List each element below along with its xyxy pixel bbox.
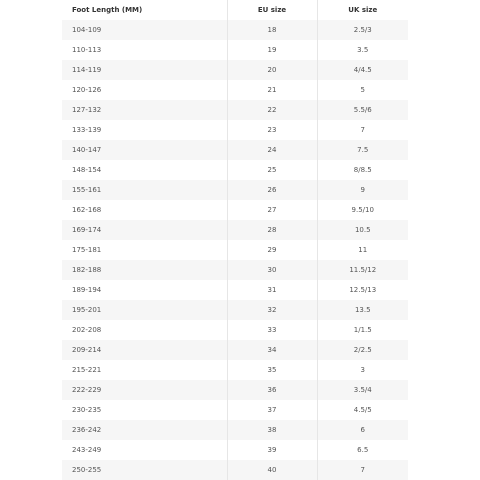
eu-size-cell: 23 <box>227 120 317 140</box>
eu-size-cell: 25 <box>227 160 317 180</box>
eu-size-cell: 40 <box>227 460 317 480</box>
uk-size-cell: 4.5/5 <box>317 400 408 420</box>
uk-size-cell: 10.5 <box>317 220 408 240</box>
table-row <box>62 400 408 420</box>
uk-size-cell: 6 <box>317 420 408 440</box>
table-row <box>62 140 408 160</box>
uk-size-cell: 4/4.5 <box>317 60 408 80</box>
foot-length-cell: 236-242 <box>62 420 227 440</box>
header-uk-size: UK size <box>317 0 408 20</box>
uk-size-cell: 9.5/10 <box>317 200 408 220</box>
foot-length-cell: 140-147 <box>62 140 227 160</box>
table-row <box>62 260 408 280</box>
eu-size-cell: 29 <box>227 240 317 260</box>
uk-size-cell: 8/8.5 <box>317 160 408 180</box>
table-row <box>62 20 408 40</box>
eu-size-cell: 20 <box>227 60 317 80</box>
foot-length-cell: 215-221 <box>62 360 227 380</box>
uk-size-cell: 12.5/13 <box>317 280 408 300</box>
table-row <box>62 40 408 60</box>
eu-size-cell: 19 <box>227 40 317 60</box>
uk-size-cell: 7 <box>317 460 408 480</box>
table-row <box>62 240 408 260</box>
uk-size-cell: 2/2.5 <box>317 340 408 360</box>
eu-size-cell: 26 <box>227 180 317 200</box>
foot-length-cell: 243-249 <box>62 440 227 460</box>
table-row <box>62 80 408 100</box>
foot-length-cell: 155-161 <box>62 180 227 200</box>
uk-size-cell: 7 <box>317 120 408 140</box>
table-row <box>62 320 408 340</box>
uk-size-cell: 11.5/12 <box>317 260 408 280</box>
table-row <box>62 280 408 300</box>
table-row <box>62 100 408 120</box>
uk-size-cell: 9 <box>317 180 408 200</box>
foot-length-cell: 189-194 <box>62 280 227 300</box>
uk-size-cell: 2.5/3 <box>317 20 408 40</box>
eu-size-cell: 32 <box>227 300 317 320</box>
foot-length-cell: 209-214 <box>62 340 227 360</box>
eu-size-cell: 22 <box>227 100 317 120</box>
uk-size-cell: 1/1.5 <box>317 320 408 340</box>
eu-size-cell: 36 <box>227 380 317 400</box>
uk-size-cell: 5.5/6 <box>317 100 408 120</box>
uk-size-cell: 13.5 <box>317 300 408 320</box>
uk-size-cell: 3 <box>317 360 408 380</box>
foot-length-cell: 114-119 <box>62 60 227 80</box>
table-row <box>62 360 408 380</box>
header-foot-length: Foot Length (MM) <box>62 0 227 20</box>
eu-size-cell: 28 <box>227 220 317 240</box>
eu-size-cell: 35 <box>227 360 317 380</box>
table-row <box>62 220 408 240</box>
foot-length-cell: 175-181 <box>62 240 227 260</box>
uk-size-cell: 11 <box>317 240 408 260</box>
table-row <box>62 440 408 460</box>
table-row <box>62 460 408 480</box>
table-row <box>62 120 408 140</box>
foot-length-cell: 120-126 <box>62 80 227 100</box>
uk-size-cell: 7.5 <box>317 140 408 160</box>
foot-length-cell: 222-229 <box>62 380 227 400</box>
foot-length-cell: 162-168 <box>62 200 227 220</box>
uk-size-cell: 3.5/4 <box>317 380 408 400</box>
eu-size-cell: 34 <box>227 340 317 360</box>
foot-length-cell: 148-154 <box>62 160 227 180</box>
table-row <box>62 200 408 220</box>
table-body <box>62 20 408 480</box>
foot-length-cell: 104-109 <box>62 20 227 40</box>
eu-size-cell: 38 <box>227 420 317 440</box>
header-eu-size: EU size <box>227 0 317 20</box>
foot-length-cell: 230-235 <box>62 400 227 420</box>
table-row <box>62 340 408 360</box>
foot-length-cell: 127-132 <box>62 100 227 120</box>
size-chart-table <box>62 0 408 480</box>
table-row <box>62 380 408 400</box>
foot-length-cell: 169-174 <box>62 220 227 240</box>
foot-length-cell: 182-188 <box>62 260 227 280</box>
foot-length-cell: 250-255 <box>62 460 227 480</box>
uk-size-cell: 5 <box>317 80 408 100</box>
eu-size-cell: 39 <box>227 440 317 460</box>
eu-size-cell: 37 <box>227 400 317 420</box>
table-row <box>62 420 408 440</box>
foot-length-cell: 202-208 <box>62 320 227 340</box>
eu-size-cell: 24 <box>227 140 317 160</box>
eu-size-cell: 18 <box>227 20 317 40</box>
uk-size-cell: 3.5 <box>317 40 408 60</box>
uk-size-cell: 6.5 <box>317 440 408 460</box>
foot-length-cell: 133-139 <box>62 120 227 140</box>
header-row <box>62 0 408 20</box>
eu-size-cell: 31 <box>227 280 317 300</box>
table-row <box>62 160 408 180</box>
eu-size-cell: 33 <box>227 320 317 340</box>
table-row <box>62 180 408 200</box>
eu-size-cell: 21 <box>227 80 317 100</box>
table-row <box>62 300 408 320</box>
table-header <box>62 0 408 20</box>
foot-length-cell: 110-113 <box>62 40 227 60</box>
eu-size-cell: 30 <box>227 260 317 280</box>
table-row <box>62 60 408 80</box>
eu-size-cell: 27 <box>227 200 317 220</box>
foot-length-cell: 195-201 <box>62 300 227 320</box>
